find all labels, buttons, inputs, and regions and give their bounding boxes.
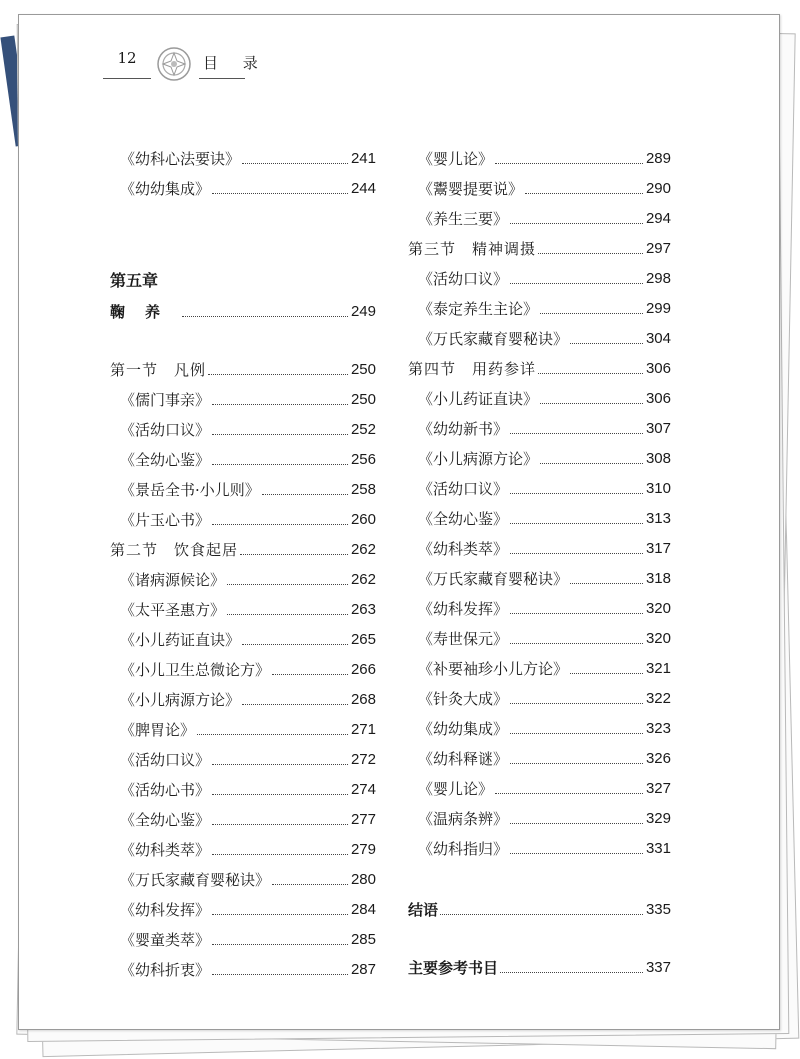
toc-leader-dots xyxy=(212,404,348,405)
ornament-emblem-icon xyxy=(156,46,192,82)
toc-entry xyxy=(418,418,671,440)
toc-entry-title: 《活幼口议》 xyxy=(418,270,509,288)
toc-leader-dots xyxy=(242,163,348,164)
toc-entry-title: 《小儿药证直诀》 xyxy=(120,631,241,649)
toc-entry xyxy=(120,689,376,711)
toc-leader-dots xyxy=(212,974,348,975)
toc-leader-dots xyxy=(510,523,643,524)
toc-entry xyxy=(120,899,376,921)
toc-leader-dots xyxy=(227,584,348,585)
toc-entry xyxy=(408,957,671,979)
toc-entry xyxy=(418,748,671,770)
toc-entry-page: 297 xyxy=(645,240,671,257)
toc-entry xyxy=(120,629,376,651)
toc-entry-page: 289 xyxy=(645,150,671,167)
toc-entry xyxy=(418,328,671,350)
toc-leader-dots xyxy=(510,433,643,434)
toc-leader-dots xyxy=(212,524,348,525)
toc-entry-page: 320 xyxy=(645,630,671,647)
toc-entry-title: 《活幼口议》 xyxy=(120,751,211,769)
toc-entry xyxy=(418,268,671,290)
toc-leader-dots xyxy=(538,253,643,254)
toc-entry-title: 结语 xyxy=(408,901,439,919)
toc-entry xyxy=(418,628,671,650)
toc-leader-dots xyxy=(510,553,643,554)
toc-entry-title: 《寿世保元》 xyxy=(418,630,509,648)
toc-entry-title: 《婴儿论》 xyxy=(418,150,494,168)
toc-entry xyxy=(120,509,376,531)
toc-leader-dots xyxy=(538,373,643,374)
toc-entry xyxy=(418,838,671,860)
toc-entry xyxy=(418,448,671,470)
header-rule-right xyxy=(199,78,245,79)
toc-entry xyxy=(110,539,376,561)
toc-entry-page: 299 xyxy=(645,300,671,317)
header-title: 目 录 xyxy=(203,54,268,72)
toc-entry-page: 268 xyxy=(350,691,376,708)
toc-entry-page: 329 xyxy=(645,810,671,827)
toc-entry xyxy=(408,358,671,380)
toc-entry xyxy=(120,779,376,801)
toc-leader-dots xyxy=(240,554,348,555)
toc-leader-dots xyxy=(495,793,643,794)
toc-entry-title: 《幼科类萃》 xyxy=(120,841,211,859)
toc-entry-page: 250 xyxy=(350,391,376,408)
toc-entry-title: 《幼科发挥》 xyxy=(418,600,509,618)
toc-entry-page: 263 xyxy=(350,601,376,618)
toc-leader-dots xyxy=(212,434,348,435)
toc-entry xyxy=(120,178,376,200)
toc-entry-title: 第三节 精神调摄 xyxy=(408,240,537,258)
toc-leader-dots xyxy=(570,583,643,584)
toc-entry xyxy=(120,148,376,170)
toc-leader-dots xyxy=(510,613,643,614)
toc-entry xyxy=(418,538,671,560)
toc-entry-page: 266 xyxy=(350,661,376,678)
toc-entry-page: 265 xyxy=(350,631,376,648)
toc-entry-title: 《针灸大成》 xyxy=(418,690,509,708)
toc-entry xyxy=(120,449,376,471)
toc-leader-dots xyxy=(212,914,348,915)
toc-leader-dots xyxy=(500,972,643,973)
toc-leader-dots xyxy=(212,824,348,825)
toc-leader-dots xyxy=(212,464,348,465)
toc-entry xyxy=(418,688,671,710)
header-rule-left xyxy=(103,78,151,79)
toc-entry-title: 《活幼口议》 xyxy=(120,421,211,439)
toc-entry xyxy=(408,238,671,260)
toc-entry-title: 《温病条辨》 xyxy=(418,810,509,828)
toc-leader-dots xyxy=(510,853,643,854)
toc-entry xyxy=(120,959,376,981)
toc-leader-dots xyxy=(510,493,643,494)
toc-entry-page: 331 xyxy=(645,840,671,857)
toc-entry-page: 274 xyxy=(350,781,376,798)
toc-entry-title: 第一节 凡例 xyxy=(110,361,207,379)
toc-entry-title: 《全幼心鉴》 xyxy=(418,510,509,528)
toc-entry-page: 250 xyxy=(350,361,376,378)
toc-entry xyxy=(418,388,671,410)
toc-leader-dots xyxy=(212,854,348,855)
toc-entry-title: 《养生三要》 xyxy=(418,210,509,228)
toc-entry-title: 鞠养 xyxy=(110,303,181,321)
toc-entry-page: 284 xyxy=(350,901,376,918)
toc-entry-page: 307 xyxy=(645,420,671,437)
toc-entry-title: 《诸病源候论》 xyxy=(120,571,226,589)
toc-entry xyxy=(418,808,671,830)
toc-leader-dots xyxy=(510,703,643,704)
toc-leader-dots xyxy=(272,674,348,675)
toc-entry xyxy=(120,749,376,771)
toc-entry-title: 《幼科类萃》 xyxy=(418,540,509,558)
toc-leader-dots xyxy=(510,223,643,224)
toc-entry-page: 249 xyxy=(350,303,376,320)
toc-entry-title: 《万氏家藏育婴秘诀》 xyxy=(120,871,271,889)
toc-leader-dots xyxy=(510,733,643,734)
toc-leader-dots xyxy=(272,884,348,885)
toc-entry xyxy=(418,508,671,530)
toc-leader-dots xyxy=(540,313,643,314)
toc-leader-dots xyxy=(262,494,348,495)
toc-entry-title: 《片玉心书》 xyxy=(120,511,211,529)
toc-entry-page: 327 xyxy=(645,780,671,797)
toc-leader-dots xyxy=(570,343,643,344)
toc-entry-page: 298 xyxy=(645,270,671,287)
toc-leader-dots xyxy=(182,316,348,317)
toc-entry-page: 321 xyxy=(645,660,671,677)
toc-leader-dots xyxy=(212,764,348,765)
toc-entry xyxy=(120,599,376,621)
toc-entry-title: 《婴儿论》 xyxy=(418,780,494,798)
toc-leader-dots xyxy=(510,643,643,644)
toc-entry-page: 285 xyxy=(350,931,376,948)
chapter-heading: 第五章 xyxy=(110,271,159,290)
toc-entry xyxy=(418,148,671,170)
toc-entry-page: 290 xyxy=(645,180,671,197)
toc-leader-dots xyxy=(525,193,643,194)
toc-entry-page: 306 xyxy=(645,390,671,407)
toc-entry-page: 306 xyxy=(645,360,671,377)
toc-entry-title: 主要参考书目 xyxy=(408,959,499,977)
toc-entry-title: 《幼幼集成》 xyxy=(418,720,509,738)
toc-entry-title: 《幼科指归》 xyxy=(418,840,509,858)
toc-entry xyxy=(120,479,376,501)
toc-entry-title: 《活幼口议》 xyxy=(418,480,509,498)
toc-entry-title: 《全幼心鉴》 xyxy=(120,451,211,469)
toc-entry xyxy=(418,478,671,500)
toc-entry-page: 335 xyxy=(645,901,671,918)
toc-leader-dots xyxy=(212,944,348,945)
toc-entry-page: 310 xyxy=(645,480,671,497)
toc-entry-title: 《泰定养生主论》 xyxy=(418,300,539,318)
toc-entry xyxy=(120,389,376,411)
toc-entry-title: 《幼科释谜》 xyxy=(418,750,509,768)
toc-entry-title: 《鬻婴提要说》 xyxy=(418,180,524,198)
toc-leader-dots xyxy=(540,403,643,404)
toc-entry xyxy=(418,658,671,680)
toc-entry-page: 318 xyxy=(645,570,671,587)
toc-entry-title: 《幼幼集成》 xyxy=(120,180,211,198)
toc-entry-title: 第四节 用药参详 xyxy=(408,360,537,378)
toc-leader-dots xyxy=(208,374,348,375)
toc-entry xyxy=(418,178,671,200)
toc-entry-title: 《小儿卫生总微论方》 xyxy=(120,661,271,679)
toc-entry-page: 262 xyxy=(350,571,376,588)
toc-entry-page: 337 xyxy=(645,959,671,976)
toc-entry-page: 272 xyxy=(350,751,376,768)
toc-entry xyxy=(418,298,671,320)
toc-entry xyxy=(120,809,376,831)
toc-entry-title: 《活幼心书》 xyxy=(120,781,211,799)
toc-entry xyxy=(408,899,671,921)
toc-entry xyxy=(120,719,376,741)
toc-entry-page: 241 xyxy=(350,150,376,167)
toc-leader-dots xyxy=(242,644,348,645)
toc-entry-page: 280 xyxy=(350,871,376,888)
toc-entry-page: 317 xyxy=(645,540,671,557)
toc-entry-title: 《补要袖珍小儿方论》 xyxy=(418,660,569,678)
toc-entry xyxy=(110,301,376,323)
toc-leader-dots xyxy=(212,193,348,194)
toc-entry xyxy=(120,569,376,591)
toc-leader-dots xyxy=(242,704,348,705)
toc-entry-title: 《太平圣惠方》 xyxy=(120,601,226,619)
toc-entry-page: 252 xyxy=(350,421,376,438)
toc-leader-dots xyxy=(227,614,348,615)
toc-entry xyxy=(418,778,671,800)
toc-entry-page: 287 xyxy=(350,961,376,978)
toc-entry-title: 《儒门事亲》 xyxy=(120,391,211,409)
toc-entry-title: 《小儿药证直诀》 xyxy=(418,390,539,408)
toc-entry xyxy=(120,929,376,951)
toc-entry-page: 308 xyxy=(645,450,671,467)
toc-entry-title: 《幼科折衷》 xyxy=(120,961,211,979)
toc-entry-page: 323 xyxy=(645,720,671,737)
toc-entry xyxy=(120,659,376,681)
toc-leader-dots xyxy=(510,823,643,824)
toc-entry-page: 279 xyxy=(350,841,376,858)
toc-entry-page: 244 xyxy=(350,180,376,197)
toc-entry-title: 《幼科发挥》 xyxy=(120,901,211,919)
toc-entry-page: 260 xyxy=(350,511,376,528)
toc-entry xyxy=(418,568,671,590)
toc-entry xyxy=(120,869,376,891)
toc-entry-title: 《全幼心鉴》 xyxy=(120,811,211,829)
toc-entry-page: 277 xyxy=(350,811,376,828)
toc-leader-dots xyxy=(540,463,643,464)
header-page-number: 12 xyxy=(117,49,137,67)
toc-leader-dots xyxy=(197,734,348,735)
toc-leader-dots xyxy=(570,673,643,674)
toc-entry-page: 320 xyxy=(645,600,671,617)
toc-entry-title: 《万氏家藏育婴秘诀》 xyxy=(418,330,569,348)
toc-entry-title: 《婴童类萃》 xyxy=(120,931,211,949)
toc-leader-dots xyxy=(510,763,643,764)
toc-leader-dots xyxy=(495,163,643,164)
toc-entry xyxy=(418,718,671,740)
toc-entry-title: 《景岳全书·小儿则》 xyxy=(120,481,260,499)
toc-entry-page: 326 xyxy=(645,750,671,767)
toc-entry-page: 294 xyxy=(645,210,671,227)
toc-entry-page: 258 xyxy=(350,481,376,498)
toc-entry xyxy=(418,598,671,620)
toc-leader-dots xyxy=(440,914,643,915)
toc-entry xyxy=(110,359,376,381)
toc-entry-page: 322 xyxy=(645,690,671,707)
toc-entry-title: 《小儿病源方论》 xyxy=(120,691,241,709)
toc-entry-page: 262 xyxy=(350,541,376,558)
toc-entry-title: 《脾胃论》 xyxy=(120,721,196,739)
toc-entry-page: 256 xyxy=(350,451,376,468)
toc-entry-page: 304 xyxy=(645,330,671,347)
toc-entry-title: 《小儿病源方论》 xyxy=(418,450,539,468)
toc-entry-page: 313 xyxy=(645,510,671,527)
toc-entry-title: 《万氏家藏育婴秘诀》 xyxy=(418,570,569,588)
toc-entry-page: 271 xyxy=(350,721,376,738)
toc-entry xyxy=(418,208,671,230)
toc-entry xyxy=(120,839,376,861)
toc-entry-title: 第二节 饮食起居 xyxy=(110,541,239,559)
toc-entry-title: 《幼科心法要诀》 xyxy=(120,150,241,168)
toc-entry xyxy=(120,419,376,441)
toc-leader-dots xyxy=(510,283,643,284)
toc-leader-dots xyxy=(212,794,348,795)
toc-entry-title: 《幼幼新书》 xyxy=(418,420,509,438)
